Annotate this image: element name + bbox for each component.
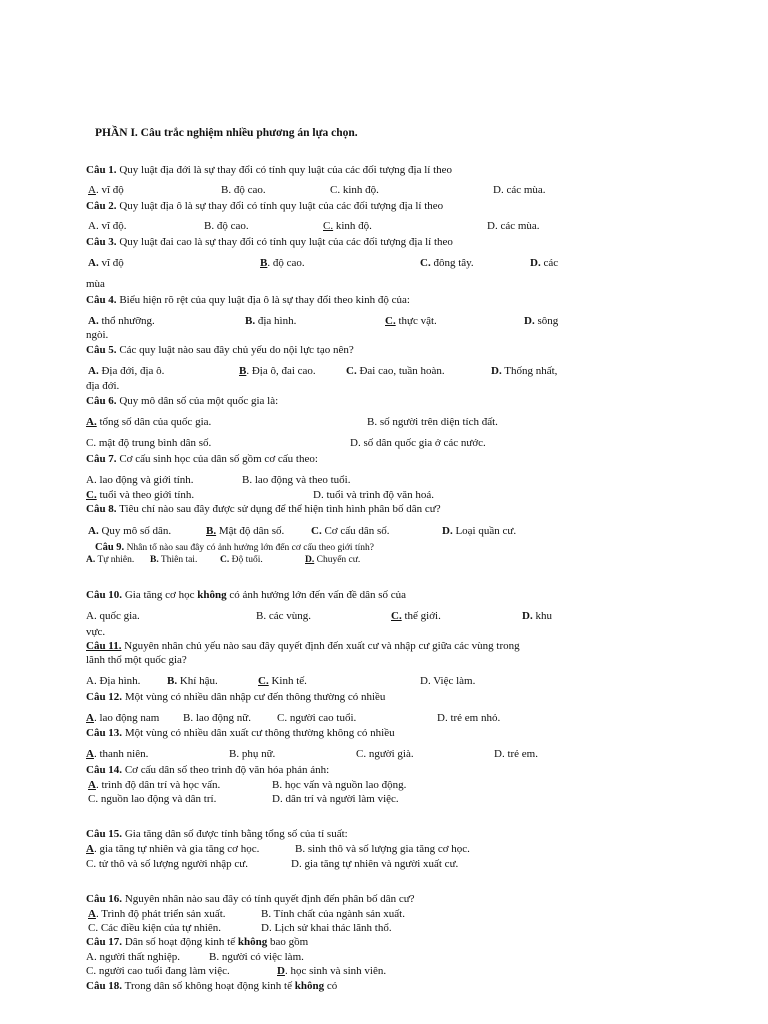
option-text: . Địa ô, đai cao.	[246, 365, 316, 377]
option-c	[346, 365, 445, 378]
option-text: . vĩ độ	[95, 184, 124, 196]
option-c	[420, 257, 474, 270]
option-b	[167, 675, 218, 688]
option-a	[86, 843, 259, 856]
option-text: Mật độ dân số.	[216, 525, 285, 537]
option-a	[86, 712, 159, 725]
question-text: Dân số hoạt động kinh tế	[124, 936, 238, 948]
option-b: B. lao động và theo tuổi.	[242, 474, 351, 486]
option-letter: C.	[323, 220, 334, 232]
question-8	[86, 503, 441, 516]
option-text: kinh độ.	[333, 220, 372, 232]
option-letter: A.	[88, 365, 99, 377]
option-text: Độ tuổi.	[229, 555, 263, 565]
option-d	[491, 365, 557, 378]
option-letter: D.	[530, 257, 541, 269]
option-letter: B	[239, 365, 247, 377]
option-b: B. người có việc làm.	[209, 951, 304, 963]
question-9	[95, 541, 374, 555]
option-c	[311, 525, 390, 538]
question-text-end: bao gồm	[267, 936, 309, 948]
question-13	[86, 727, 395, 740]
question-text: Quy luật địa đới là sự thay đổi có tính quy luật của các đối tượng địa lí theo	[119, 164, 453, 176]
option-text: Thiên tai.	[158, 555, 198, 565]
question-number: Câu 10.	[86, 589, 123, 601]
question-text-end: có	[324, 980, 338, 992]
question-16	[86, 893, 415, 906]
option-letter: A.	[88, 315, 99, 327]
option-b	[239, 365, 316, 378]
option-text: tuổi và theo giới tính.	[96, 489, 195, 501]
option-letter: C.	[385, 315, 396, 327]
option-b: B. Tính chất của ngành sản xuất.	[261, 908, 405, 920]
option-d: D. trẻ em nhỏ.	[437, 712, 501, 724]
question-12	[86, 691, 385, 704]
option-a	[86, 416, 211, 429]
option-d	[277, 965, 386, 978]
option-text: đông tây.	[430, 257, 474, 269]
option-continuation: vực.	[86, 626, 106, 638]
question-10	[86, 589, 406, 602]
question-text: Quy luật địa ô là sự thay đổi có tính quy luật của các đối tượng địa lí theo	[119, 200, 444, 212]
question-6	[86, 395, 278, 408]
option-c: C. kinh độ.	[330, 184, 379, 196]
question-text: Quy luật đai cao là sự thay đổi có tính quy luật của các đối tượng địa lí theo	[119, 236, 453, 248]
question-text-end: có ảnh hưởng lớn đến vấn đề dân số của	[226, 589, 407, 601]
emphasis-text: không	[294, 980, 325, 992]
question-number: Câu 18.	[86, 980, 123, 992]
option-text: Thống nhất,	[501, 365, 558, 377]
option-d: D. gia tăng tự nhiên và người xuất cư.	[291, 858, 459, 870]
option-d: D. trẻ em.	[494, 748, 538, 760]
question-number: Câu 2.	[86, 200, 117, 212]
option-a	[88, 184, 124, 197]
question-5	[86, 344, 354, 357]
option-letter: B.	[167, 675, 178, 687]
option-c	[86, 489, 194, 502]
option-continuation: mùa	[86, 278, 105, 290]
question-2	[86, 200, 443, 213]
question-number: Câu 16.	[86, 893, 123, 905]
option-b: B. phụ nữ.	[229, 748, 276, 760]
option-a	[86, 554, 134, 567]
option-text: Cơ cấu dân số.	[321, 525, 390, 537]
option-letter: C.	[220, 555, 230, 565]
question-text: Quy mô dân số của một quốc gia là:	[119, 395, 279, 407]
option-text: Chuyển cư.	[314, 555, 361, 565]
option-c: C. tử thô và số lượng người nhập cư.	[86, 858, 248, 870]
question-3	[86, 236, 453, 249]
option-d	[522, 610, 552, 623]
option-text: Kinh tế.	[268, 675, 307, 687]
option-c: C. Các điều kiện của tự nhiên.	[88, 922, 222, 934]
option-text: . lao động nam	[93, 712, 160, 724]
option-c	[258, 675, 307, 688]
question-text: Gia tăng cơ học	[124, 589, 198, 601]
option-d: D. dân trí và người làm việc.	[272, 793, 399, 805]
option-text: . gia tăng tự nhiên và gia tăng cơ học.	[93, 843, 260, 855]
question-number: Câu 17.	[86, 936, 123, 948]
option-text: tổng số dân của quốc gia.	[96, 416, 212, 428]
question-text: Cơ cấu sinh học của dân số gồm cơ cấu theo:	[119, 453, 318, 465]
option-text: . học sinh và sinh viên.	[284, 965, 387, 977]
option-b: B. sinh thô và số lượng gia tăng cơ học.	[295, 843, 470, 855]
question-17	[86, 936, 308, 949]
option-letter: A	[88, 184, 96, 196]
question-text: Một vùng có nhiều dân xuất cư thông thường không có nhiều	[124, 727, 395, 739]
option-c	[220, 554, 263, 567]
question-1	[86, 164, 452, 177]
option-c: C. người cao tuổi.	[277, 712, 357, 724]
option-c: C. mật độ trung bình dân số.	[86, 437, 212, 449]
question-number: Câu 13.	[86, 727, 123, 739]
option-d	[530, 257, 558, 270]
option-text: sông	[534, 315, 559, 327]
question-number: Câu 11.	[86, 640, 122, 652]
option-a: A. vĩ độ.	[88, 220, 127, 232]
option-text: Khí hậu.	[177, 675, 218, 687]
option-a	[88, 257, 124, 270]
option-text: . thanh niên.	[93, 748, 149, 760]
option-b: B. lao động nữ.	[183, 712, 251, 724]
option-text: các	[540, 257, 559, 269]
option-d: D. các mùa.	[487, 220, 540, 232]
option-letter: A.	[86, 555, 96, 565]
option-continuation: địa đới.	[86, 380, 120, 392]
option-b: B. độ cao.	[204, 220, 249, 232]
option-a: A. quốc gia.	[86, 610, 140, 622]
question-number: Câu 7.	[86, 453, 117, 465]
question-number: Câu 9.	[95, 542, 125, 553]
question-text: Nguyên nhân nào sau đây có tính quyết định đến phân bố dân cư?	[124, 893, 415, 905]
option-text: thế giới.	[401, 610, 441, 622]
option-b	[206, 525, 284, 538]
option-text: thực vật.	[395, 315, 437, 327]
option-text: địa hình.	[255, 315, 297, 327]
option-a	[86, 748, 148, 761]
question-number: Câu 1.	[86, 164, 117, 176]
question-text: Nhân tố nào sau đây có ảnh hưởng lớn đến cơ cấu theo giới tính?	[126, 543, 374, 553]
option-a: A. người thất nghiệp.	[86, 951, 180, 963]
option-d	[524, 315, 558, 328]
option-letter: D.	[524, 315, 535, 327]
option-letter: D.	[491, 365, 502, 377]
option-letter: A	[88, 779, 96, 791]
question-text: Cơ cấu dân số theo trình độ văn hóa phản ánh:	[124, 764, 330, 776]
option-letter: A	[88, 908, 96, 920]
option-letter: A.	[88, 257, 99, 269]
question-number: Câu 3.	[86, 236, 117, 248]
question-number: Câu 5.	[86, 344, 117, 356]
question-text: Một vùng có nhiều dân nhập cư đến thông thường có nhiều	[124, 691, 386, 703]
option-a	[88, 525, 171, 538]
option-letter: A	[86, 712, 94, 724]
option-letter: C.	[420, 257, 431, 269]
emphasis-text: không	[197, 589, 227, 601]
option-d: D. số dân quốc gia ở các nước.	[350, 437, 486, 449]
option-text: . trình độ dân trí và học vấn.	[95, 779, 221, 791]
question-text-continuation: lãnh thổ một quốc gia?	[86, 654, 187, 666]
option-d: D. các mùa.	[493, 184, 546, 196]
option-continuation: ngòi.	[86, 329, 109, 341]
option-text: Tự nhiên.	[95, 555, 135, 565]
option-d	[442, 525, 516, 538]
option-letter: B.	[206, 525, 217, 537]
option-b: B. các vùng.	[256, 610, 311, 622]
question-7	[86, 453, 318, 466]
option-c: C. nguồn lao động và dân trí.	[88, 793, 217, 805]
option-text: thổ nhưỡng.	[98, 315, 155, 327]
question-text: Các quy luật nào sau đây chủ yếu do nội lực tạo nên?	[119, 344, 354, 356]
question-14	[86, 764, 329, 777]
option-d: D. tuổi và trình độ văn hoá.	[313, 489, 434, 501]
option-letter: C.	[86, 489, 97, 501]
option-b: B. độ cao.	[221, 184, 266, 196]
option-text: Đai cao, tuần hoàn.	[356, 365, 445, 377]
option-text: vĩ độ	[98, 257, 124, 269]
option-letter: C.	[258, 675, 269, 687]
option-letter: C.	[391, 610, 402, 622]
question-18	[86, 980, 337, 993]
option-c	[385, 315, 437, 328]
option-letter: A	[86, 843, 94, 855]
option-d: D. Lịch sử khai thác lãnh thổ.	[261, 922, 392, 934]
option-b: B. học vấn và nguồn lao động.	[272, 779, 407, 791]
question-number: Câu 14.	[86, 764, 123, 776]
option-letter: D.	[442, 525, 453, 537]
option-a: A. Địa hình.	[86, 675, 141, 687]
option-c	[323, 220, 372, 233]
question-number: Câu 15.	[86, 828, 123, 840]
question-text: Biểu hiện rõ rệt của quy luật địa ô là sự thay đổi theo kinh độ của:	[119, 294, 410, 306]
option-c	[391, 610, 441, 623]
option-text: khu	[532, 610, 552, 622]
option-c: C. người cao tuổi đang làm việc.	[86, 965, 230, 977]
option-letter: D.	[522, 610, 533, 622]
option-c: C. người già.	[356, 748, 414, 760]
option-a	[88, 779, 220, 792]
section-heading: PHẦN I. Câu trắc nghiệm nhiều phương án lựa chọn.	[95, 127, 358, 139]
option-b: B. số người trên diện tích đất.	[367, 416, 498, 428]
option-letter: D	[277, 965, 285, 977]
option-a	[88, 315, 155, 328]
option-d	[305, 554, 360, 567]
question-number: Câu 12.	[86, 691, 123, 703]
option-letter: C.	[311, 525, 322, 537]
option-text: Quy mô số dân.	[98, 525, 172, 537]
option-letter: A	[86, 748, 94, 760]
question-number: Câu 4.	[86, 294, 117, 306]
question-text: Gia tăng dân số được tính bằng tổng số của tỉ suất:	[124, 828, 348, 840]
question-number: Câu 8.	[86, 503, 117, 515]
question-number: Câu 6.	[86, 395, 117, 407]
option-letter: B.	[245, 315, 256, 327]
option-b	[150, 554, 197, 567]
emphasis-text: không	[237, 936, 268, 948]
option-letter: B.	[150, 555, 159, 565]
option-a: A. lao động và giới tính.	[86, 474, 194, 486]
option-b	[245, 315, 296, 328]
option-a	[88, 365, 164, 378]
question-4	[86, 294, 410, 307]
question-text: Trong dân số không hoạt động kinh tế	[124, 980, 295, 992]
option-a	[88, 908, 226, 921]
option-text: Loại quần cư.	[452, 525, 517, 537]
option-letter: C.	[346, 365, 357, 377]
option-text: . Trình độ phát triển sản xuất.	[95, 908, 226, 920]
option-b	[260, 257, 305, 270]
option-text: . độ cao.	[267, 257, 305, 269]
question-15	[86, 828, 348, 841]
option-letter: A.	[88, 525, 99, 537]
option-letter: B	[260, 257, 268, 269]
option-letter: A.	[86, 416, 97, 428]
option-letter: D.	[305, 555, 315, 565]
question-text: Tiêu chí nào sau đây được sử dụng để thể hiện tình hình phân bố dân cư?	[119, 503, 441, 515]
option-d: D. Việc làm.	[420, 675, 476, 687]
question-11	[86, 640, 520, 653]
question-text: Nguyên nhân chủ yếu nào sau đây quyết định đến xuất cư và nhập cư giữa các vùng trong	[124, 640, 520, 652]
option-text: Địa đới, địa ô.	[98, 365, 165, 377]
